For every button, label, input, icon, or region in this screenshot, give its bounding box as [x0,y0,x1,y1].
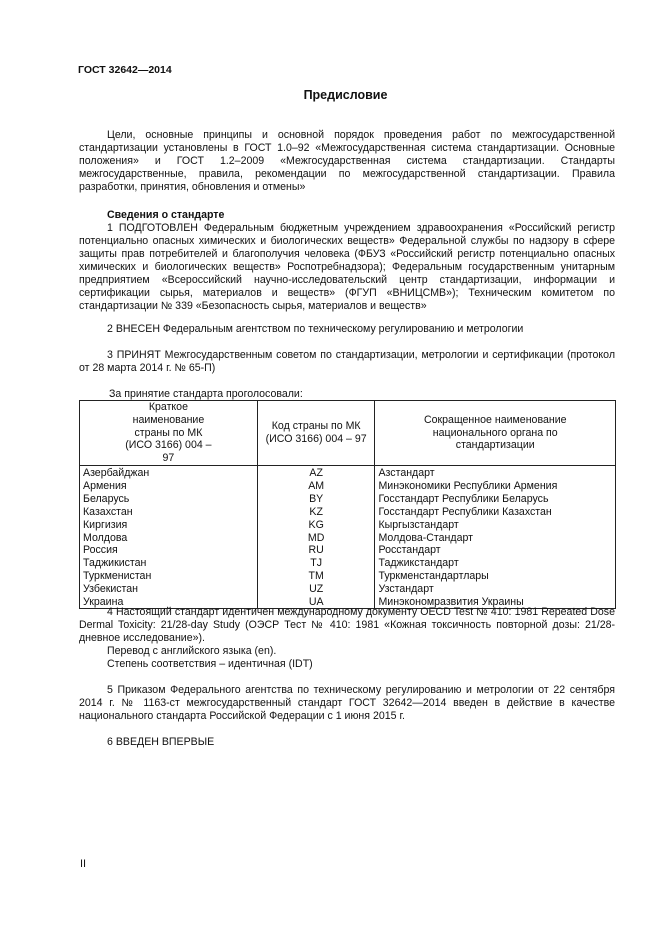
column-header-country: Краткое наименование страны по МК (ИСО 3166) 004 – 97 [80,401,258,466]
item-6-first-introduced: 6 ВВЕДЕН ВПЕРВЫЕ [107,736,215,748]
table-row [80,532,616,545]
page-number: II [80,858,87,870]
table-row [80,493,616,506]
page-title-wrapper [0,89,661,103]
country-cell: Таджикистан [80,557,258,570]
country-cell: Армения [80,480,258,493]
column-header-body: Сокращенное наименование национального органа по стандартизации [375,401,616,466]
code-cell: TJ [257,557,375,570]
code-cell: RU [257,544,375,557]
body-cell: Госстандарт Республики Беларусь [375,493,616,506]
country-cell: Азербайджан [80,465,258,480]
page-title: Предисловие [303,88,388,102]
body-cell: Туркменстандартлары [375,570,616,583]
document-code: ГОСТ 32642—2014 [78,64,172,76]
code-cell: BY [257,493,375,506]
body-cell: Минэкономики Республики Армения [375,480,616,493]
country-cell: Украина [80,596,258,609]
table-header-row [80,401,616,466]
body-cell: Молдова-Стандарт [375,532,616,545]
code-cell: KG [257,519,375,532]
table-row [80,557,616,570]
body-cell: Минэкономразвития Украины [375,596,616,609]
code-cell: KZ [257,506,375,519]
table-row [80,465,616,480]
body-cell: Кыргызстандарт [375,519,616,532]
body-cell: Госстандарт Республики Казахстан [375,506,616,519]
table-row [80,544,616,557]
country-cell: Россия [80,544,258,557]
item-5-order: 5 Приказом Федерального агентства по техническому регулированию и метрологии от 22 сентября 2014 г. № 1163-ст межгосударственный стандарт ГОСТ 32642—2014 введен в действие в качестве национального стандарта Российской Федерации с 1 июня 2015 г. [79,684,615,722]
item-3-adopted: 3 ПРИНЯТ Межгосударственным советом по стандартизации, метрологии и сертификации (протокол от 28 марта 2014 г. № 65-П) [79,349,615,374]
item-1-prepared: 1 ПОДГОТОВЛЕН Федеральным бюджетным учреждением здравоохранения «Российский регистр потенциально опасных химических и биологических веществ» Федеральной службы по надзору в сфере защиты прав потребителей и благополучия человека (ФБУЗ «Российский регистр потенциально опасных химических и биологических веществ» Роспотребнадзора); Федеральным государственным унитарным предприятием «Всероссийский научно-исследовательский центр стандартизации, информации и сертификации сырья, материалов и веществ» (ФГУП «ВНИЦСМВ»); Техническим комитетом по стандартизации № 339 «Безопасность сырья, материалов и веществ» [79,222,615,312]
country-cell: Казахстан [80,506,258,519]
voting-countries-table [79,400,616,609]
column-header-code: Код страны по МК (ИСО 3166) 004 – 97 [257,401,375,466]
table-row [80,506,616,519]
country-cell: Киргизия [80,519,258,532]
body-cell: Таджикстандарт [375,557,616,570]
table-row [80,570,616,583]
country-cell: Молдова [80,532,258,545]
code-cell: MD [257,532,375,545]
code-cell: UZ [257,583,375,596]
vote-caption: За принятие стандарта проголосовали: [109,388,303,400]
code-cell: TM [257,570,375,583]
item-4-identity: 4 Настоящий стандарт идентичен международному документу OECD Test № 410: 1981 Repeated Dose Dermal Toxicity: 21/28-day Study (ОЭСР Тест № 410: 1981 «Кожная токсичность повторной дозы: 21/28-дневное исследование»). [79,606,615,644]
country-cell: Туркменистан [80,570,258,583]
country-cell: Узбекистан [80,583,258,596]
standard-info-heading: Сведения о стандарте [107,209,225,221]
body-cell: Узстандарт [375,583,616,596]
country-cell: Беларусь [80,493,258,506]
item-4-language: Перевод с английского языка (en). [107,645,277,657]
body-cell: Азстандарт [375,465,616,480]
intro-paragraph: Цели, основные принципы и основной порядок проведения работ по межгосударственной стандартизации установлены в ГОСТ 1.0–92 «Межгосударственная система стандартизации. Основные положения» и ГОСТ 1.2–2009 «Межгосударственная система стандартизации. Стандарты межгосударственные, правила, рекомендации по межгосударственной стандартизации. Правила разработки, принятия, обновления и отмены» [79,129,615,193]
table-row [80,480,616,493]
item-2-submitted: 2 ВНЕСЕН Федеральным агентством по техническому регулированию и метрологии [107,323,524,335]
code-cell: AZ [257,465,375,480]
item-4-degree: Степень соответствия – идентичная (IDT) [107,658,313,670]
table-row [80,583,616,596]
body-cell: Росстандарт [375,544,616,557]
table-row [80,519,616,532]
code-cell: UA [257,596,375,609]
code-cell: AM [257,480,375,493]
